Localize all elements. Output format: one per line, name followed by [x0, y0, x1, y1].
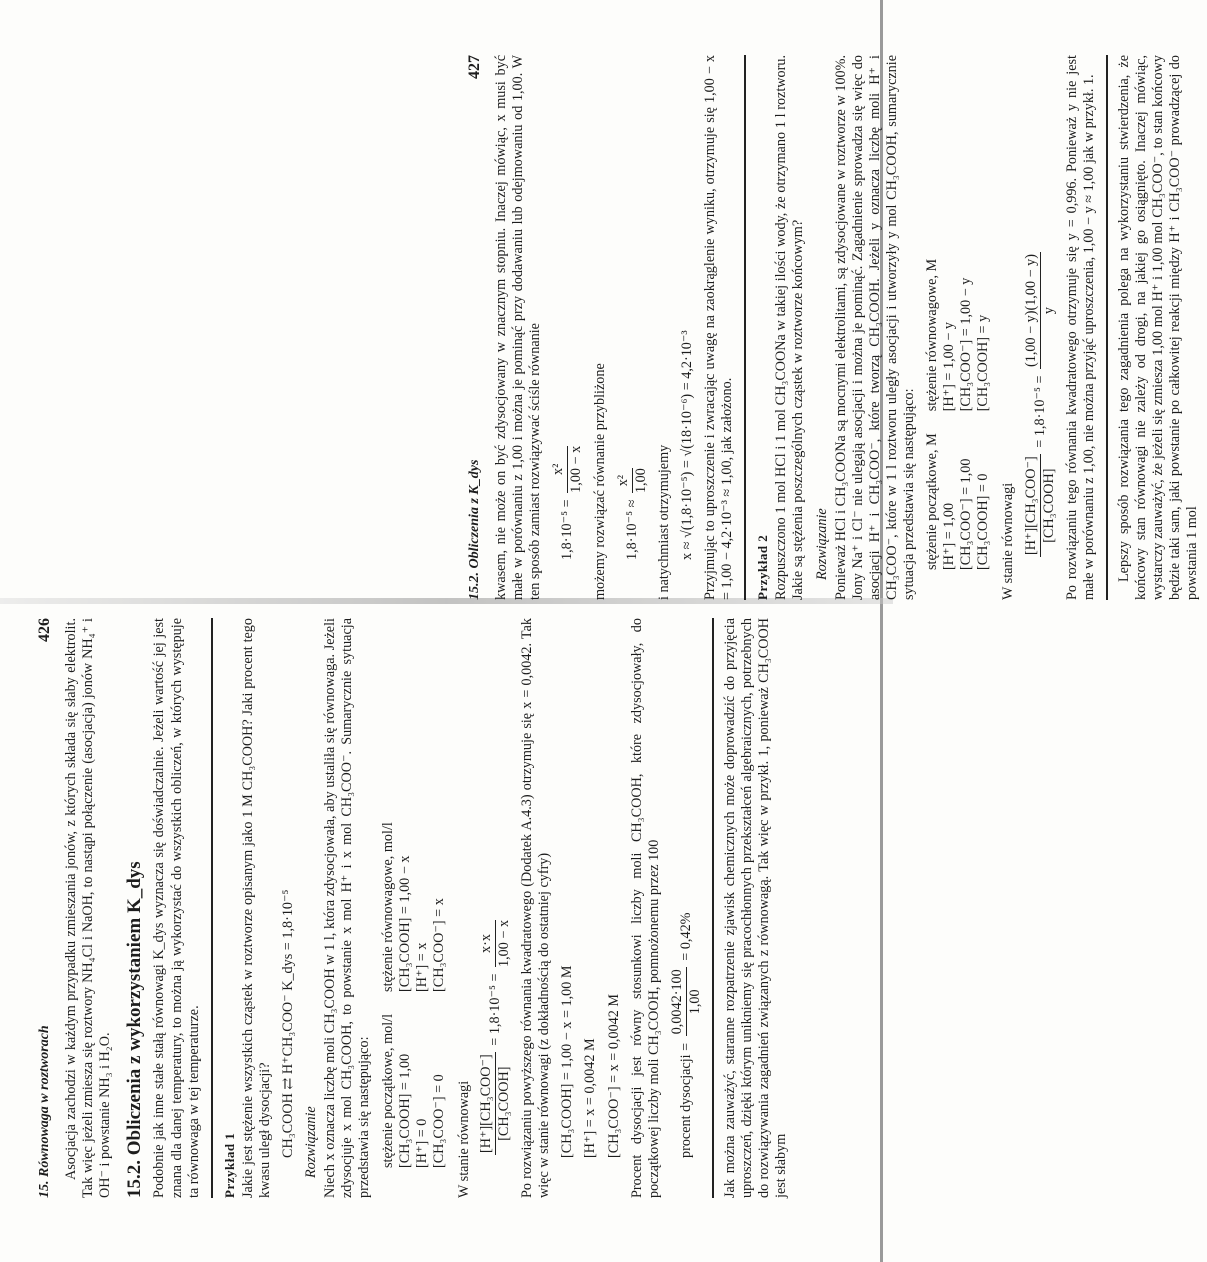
solution-label: Rozwiązanie	[813, 508, 830, 580]
example-title: Przykład 2	[755, 534, 771, 600]
table-row: [H⁺] = 1,00	[941, 502, 958, 570]
section-paragraph: Podobnie jak inne stałe stałą równowagi K_dys wyznacza się doświadczalnie. Jeżeli wartość jej jest znana dla danej temperatury, to można ją wykorzystać do wszystkich obliczeń, w których występuje ta równowaga w tej temperaturze.	[151, 618, 202, 1198]
intro-paragraph: Asocjacja zachodzi w każdym przypadku zmieszania jonów, z których składa się słaby elektrolit. Tak więc jeżeli zmiesza się roztwory NH₄Cl i NaOH, to nastąpi połączenie (asocjacja) jonów NH₄⁺ i OH⁻ i powstanie NH₃ i H₂O.	[63, 618, 114, 1198]
solve-text: Po rozwiązaniu tego równania kwadratowego otrzymuje się y = 0,996. Ponieważ y nie jest małe w porównaniu z 1,00, nie można przyjąć uproszczenia, 1,00 − y ≈ 1,00 jak w przykł. 1.	[1063, 55, 1097, 600]
fraction-numerator: [H⁺][CH₃COO⁻]	[478, 1052, 496, 1155]
fraction-denominator: [CH₃COOH]	[496, 1066, 513, 1141]
equation-approx	[615, 55, 650, 560]
page-header	[466, 55, 483, 600]
immediate-text: i natychmiast otrzymujemy	[655, 444, 672, 600]
initial-column	[924, 433, 992, 570]
equilibrium-column	[924, 259, 992, 411]
k-value: = 1,8·10⁻⁵ =	[1031, 375, 1048, 448]
fraction-denominator: 1,00	[632, 468, 649, 494]
fraction-denominator: [CH₃COOH]	[1040, 468, 1057, 543]
solution-text: Niech x oznacza liczbę moli CH₃COOH w 1 l, która zdysocjowała, aby ustaliła się równowaga. Jeżeli zdysocjuje x mol CH₃COOH, to powstanie x mol H⁺ i x mol CH₃COO⁻. Sumarycznie sytuacja przedstawia się następująco:	[322, 618, 373, 1198]
result-line: [H⁺] = x = 0,0042 M	[582, 1038, 599, 1158]
fraction-numerator: 0,0042·100	[669, 967, 687, 1036]
table-row: [CH₃COOH] = 1,00 − x	[396, 855, 413, 992]
fraction-numerator: [H⁺][CH₃COO⁻]	[1023, 454, 1041, 557]
k-value: = 1,8·10⁻⁵ =	[486, 973, 503, 1046]
reaction-equation: CH₃COOH ⇄ H⁺CH₃COO⁻ K_dys = 1,8·10⁻⁵	[280, 889, 297, 1158]
k-equation	[478, 618, 513, 1158]
section-heading: 15.2. Obliczenia z wykorzystaniem K_dys	[124, 861, 146, 1198]
solution-text: Ponieważ HCl i CH₃COONa są mocnymi elektrolitami, są zdysocjowane w roztworze w 100%. Jony Na⁺ i Cl⁻ nie ulegają asocjacji i można je pominąć. Zagadnienie sprowadza się więc do asocjacji H⁺ i CH₃COO⁻, które tworzą CH₃COOH. Jeżeli y oznacza liczbę moli H⁺ i CH₃COO⁻, które w 1 l roztworu uległy asocjacji i utworzyły y mol CH₃COOH, sumarycznie sytuacja przedstawia się następująco:	[832, 55, 917, 600]
k-equation	[1023, 55, 1058, 560]
concentration-table	[924, 55, 992, 570]
equation-result: x ≈ √(1,8·10⁻⁵) = √(18·10⁻⁶) = 4,2·10⁻³	[678, 330, 695, 560]
example-title: Przykład 1	[221, 1132, 237, 1198]
approx-text: możemy rozwiązać równanie przybliżone	[591, 363, 608, 600]
fraction-denominator: 1,00 − x	[568, 445, 585, 493]
table-row: [H⁺] = x	[413, 942, 430, 992]
running-title: 15. Równowaga w roztworach	[37, 1025, 52, 1198]
percent-text: Procent dysocjacji jest równy stosunkowi liczby moli CH₃COOH, które zdysocjowały, do początkowej liczby moli CH₃COOH, pomnożonemu przez 100	[628, 618, 662, 1198]
percent-label: procent dysocjacji =	[677, 1042, 694, 1158]
equation-exact	[550, 55, 585, 560]
fraction-numerator: x²	[550, 446, 568, 493]
page-number: 426	[36, 618, 53, 642]
table-row: [CH₃COOH] = 1,00	[396, 1053, 413, 1168]
divider	[712, 618, 714, 1198]
equilibrium-column	[380, 822, 448, 992]
closing-text: Lepszy sposób rozwiązania tego zagadnienia polega na wykorzystaniu stwierdzenia, że końcowy stan równowagi nie zależy od drogi, na jakiej go osiągnięto. Inaczej mówiąc, wystarczy zauważyć, że jeżeli się zmiesza 1,00 mol H⁺ i 1,00 mol CH₃COO⁻, to stan końcowy będzie taki sam, jaki powstanie po całkowitej reakcji między H⁺ i CH₃COO⁻ prowadzącej do powstania 1 mol	[1115, 55, 1201, 600]
fraction-numerator: (1,00 − y)(1,00 − y)	[1023, 252, 1041, 369]
percent-result: = 0,42%	[677, 912, 694, 961]
fraction-denominator: 1,00	[686, 989, 703, 1015]
page-header	[36, 618, 53, 1198]
column-header: stężenie równowagowe, mol/l	[379, 822, 396, 992]
page-427	[466, 55, 1207, 600]
divider	[744, 55, 746, 600]
table-row: [CH₃COOH] = 0	[975, 473, 992, 570]
column-header: stężenie równowagowe, M	[924, 258, 941, 412]
table-row: [H⁺] = 0	[413, 1118, 430, 1168]
concentration-table	[380, 618, 448, 1168]
page-426	[36, 618, 796, 1198]
closing-text: Jak można zauważyć, staranne rozpatrzenie zjawisk chemicznych może doprowadzić do przyjęcia uproszczeń, dzięki którym unikniemy się pracochłonnych przekształceń algebraicznych, potrzebnych do rozwiązywania zagadnień związanych z równowagą. Tak więc w przykł. 1, ponieważ CH₃COOH jest słabym	[722, 618, 790, 1198]
equation-left: 1,8·10⁻⁵ ≈	[623, 499, 640, 560]
table-row: [CH₃COO⁻] = x	[430, 898, 447, 992]
solve-text: Po rozwiązaniu powyższego równania kwadratowego (Dodatek A.4.3) otrzymuje się x = 0,0042. Tak więc w stanie równowagi (z dokładnością do ostatniej cyfry)	[519, 618, 553, 1198]
fraction-denominator: y	[1040, 306, 1057, 315]
percent-equation	[669, 618, 704, 1158]
equation-left: 1,8·10⁻⁵ =	[559, 499, 576, 560]
column-header: stężenie początkowe, mol/l	[379, 1013, 396, 1168]
state-label: W stanie równowagi	[1000, 482, 1017, 600]
accept-text: Przyjmując to uproszczenie i zwracając uwagę na zaokrąglenie wyniku, otrzymuje się 1,00 − x = 1,00 − 4,2·10⁻³ ≈ 1,00, jak założono.	[702, 55, 736, 600]
divider	[1106, 55, 1108, 600]
table-row: [CH₃COO⁻] = 1,00 − y	[958, 277, 975, 412]
table-row: [H⁺] = 1,00 − y	[941, 322, 958, 412]
result-line: [CH₃COOH] = 1,00 − x = 1,00 M	[559, 965, 576, 1158]
result-line: [CH₃COO⁻] = x = 0,0042 M	[605, 993, 622, 1158]
solution-label: Rozwiązanie	[303, 1106, 320, 1178]
running-title: 15.2. Obliczenia z K_dys	[467, 459, 482, 600]
example-text: Jakie jest stężenie wszystkich cząstek w roztworze opisanym jako 1 M CH₃COOH? Jaki procent tego kwasu uległ dysocjacji?	[239, 618, 273, 1198]
table-row: [CH₃COOH] = y	[975, 314, 992, 412]
column-header: stężenie początkowe, M	[924, 433, 941, 570]
divider	[211, 618, 213, 1198]
intro-paragraph: kwasem, nie może on być zdysocjowany w znacznym stopniu. Inaczej mówiąc, x musi być małe w porównaniu z 1,00 i można je pominąć przy dodawaniu lub odejmowaniu od 1,00. W ten sposób zamiast rozwiązywać ściśle równanie	[493, 55, 544, 600]
table-row: [CH₃COO⁻] = 0	[430, 1074, 447, 1168]
state-label: W stanie równowagi	[455, 1080, 472, 1198]
fraction-numerator: x·x	[478, 920, 496, 967]
example-text: Rozpuszczono 1 mol HCl i 1 mol CH₃COONa w takiej ilości wody, że otrzymano 1 l roztworu. Jakie są stężenia poszczególnych cząstek w roztworze końcowym?	[773, 55, 807, 600]
fraction-denominator: 1,00 − x	[496, 919, 513, 967]
table-row: [CH₃COO⁻] = 1,00	[958, 458, 975, 570]
initial-column	[380, 1014, 448, 1168]
page-number: 427	[466, 55, 483, 79]
fraction-numerator: x²	[615, 468, 633, 493]
